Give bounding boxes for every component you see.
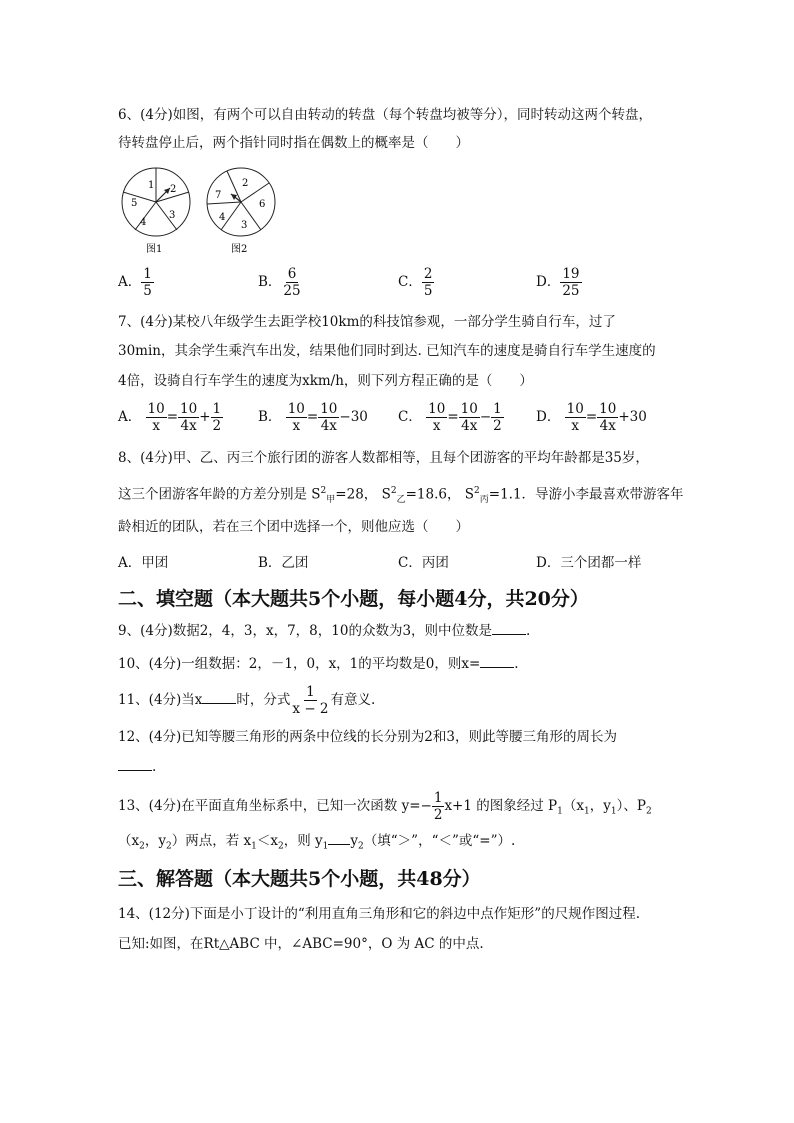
fig2-label-6: 6 [259,199,266,210]
q8-option-b: B．乙团 [258,555,309,571]
q7-line3: 4倍，设骑自行车学生的速度为xkm/h，则下列方程正确的是（ ） [118,373,533,389]
q8-option-a: A．甲团 [118,555,169,571]
q7-line2: 30min，其余学生乘汽车出发，结果他们同时到达. 已知汽车的速度是骑自行车学生速度的 [118,343,656,359]
q7-option-b: B． $\frac{10}{x}$ = $\frac{10}{4x}$ −30 [258,401,368,434]
q13-blank [328,832,350,845]
q6-option-d: D． $\frac{19}{25}$ [536,266,580,299]
spinner-figure-1 [118,166,198,256]
q12-line1: 12、(4分)已知等腰三角形的两条中位线的长分别为2和3，则此等腰三角形的周长为 [118,729,617,745]
q10-text: 10、(4分)一组数据：2，－1，0，x，1的平均数是0，则x= . [118,656,519,672]
q13-line1: 13、(4分)在平面直角坐标系中，已知一次函数 y=− $\frac{1}{2}$ x+1 的图象经过 $P_1(x_1$，$y_1$）、$P_2$ [118,790,652,823]
q14-line1: 14、(12分)下面是小丁设计的“利用直角三角形和它的斜边中点作矩形”的尺规作图过程. [118,906,640,922]
fig2-label-7: 7 [215,190,222,201]
fig2-label-3: 3 [241,220,248,231]
q8-line2: 这三个团游客年龄的方差分别是 $S^2_甲=28$， $S^2_乙=18.6$， $S^2_丙=1.1$．导游小李最喜欢带游客年 [118,486,684,506]
q7-option-a: A． $\frac{10}{x}$ = $\frac{10}{4x}$ + $\frac{1}{2}$ [118,401,222,434]
q6-line1: 6、(4分)如图，有两个可以自由转动的转盘（每个转盘均被等分），同时转动这两个转盘， [118,107,652,123]
fig1-label-5: 5 [131,198,138,209]
fig1-label-4: 4 [140,217,147,228]
q7-line1: 7、(4分)某校八年级学生去距学校10km的科技馆参观，一部分学生骑自行车，过了 [118,314,616,330]
q8-option-c: C．丙团 [398,555,449,571]
q6-line2: 待转盘停止后，两个指针同时指在偶数上的概率是（ ） [118,135,469,151]
q6-option-a: A． $\frac{1}{5}$ [118,266,152,299]
fig2-caption: 图2 [231,244,248,255]
fig2-label-4: 4 [219,212,226,223]
q7-option-d: D． $\frac{10}{x}$ = $\frac{10}{4x}$ +30 [536,401,647,434]
q7-option-c: C． $\frac{10}{x}$ = $\frac{10}{4x}$ − $\frac{1}{2}$ [398,401,502,434]
q6-option-c: C． $\frac{2}{5}$ [398,266,433,299]
q9-blank [492,622,526,635]
q10-blank [480,655,514,668]
fig1-label-1: 1 [148,180,155,191]
q11-blank [202,691,236,704]
q13-line2: （$x_2$，$y_2$）两点，若 $x_1<x_2$，则 $y_1$ $y_2$（填“＞”，“＜”或“=”）. [118,833,516,852]
q11-text: 11、(4分)当x 时，分式 $\frac{1}{x - 2}$ 有意义. [118,684,376,717]
q8-option-d: D．三个团都一样 [536,555,642,571]
section-2-heading: 二、填空题（本大题共5个小题，每小题4分，共20分） [118,588,589,610]
fig1-label-3: 3 [169,210,176,221]
q9-text: 9、(4分)数据2，4，3，x，7，8，10的众数为3，则中位数是 . [118,623,531,639]
spinner-figure-2 [203,166,283,256]
fig2-label-2: 2 [242,178,249,189]
fig1-caption: 图1 [146,244,163,255]
q8-line1: 8、(4分)甲、乙、丙三个旅行团的游客人数都相等，且每个团游客的平均年龄都是35岁， [118,450,649,466]
q6-option-b: B． $\frac{6}{25}$ [258,266,301,299]
q8-line3: 龄相近的团队，若在三个团中选择一个，则他应选（ ） [118,519,469,535]
fig1-label-2: 2 [170,184,177,195]
q14-line2: 已知:如图，在Rt△ABC 中，∠ABC=90°，O 为 AC 的中点. [118,936,484,952]
q12-blank [118,758,152,771]
q12-line2: . [118,758,156,776]
section-3-heading: 三、解答题（本大题共5个小题，共48分） [118,868,481,890]
